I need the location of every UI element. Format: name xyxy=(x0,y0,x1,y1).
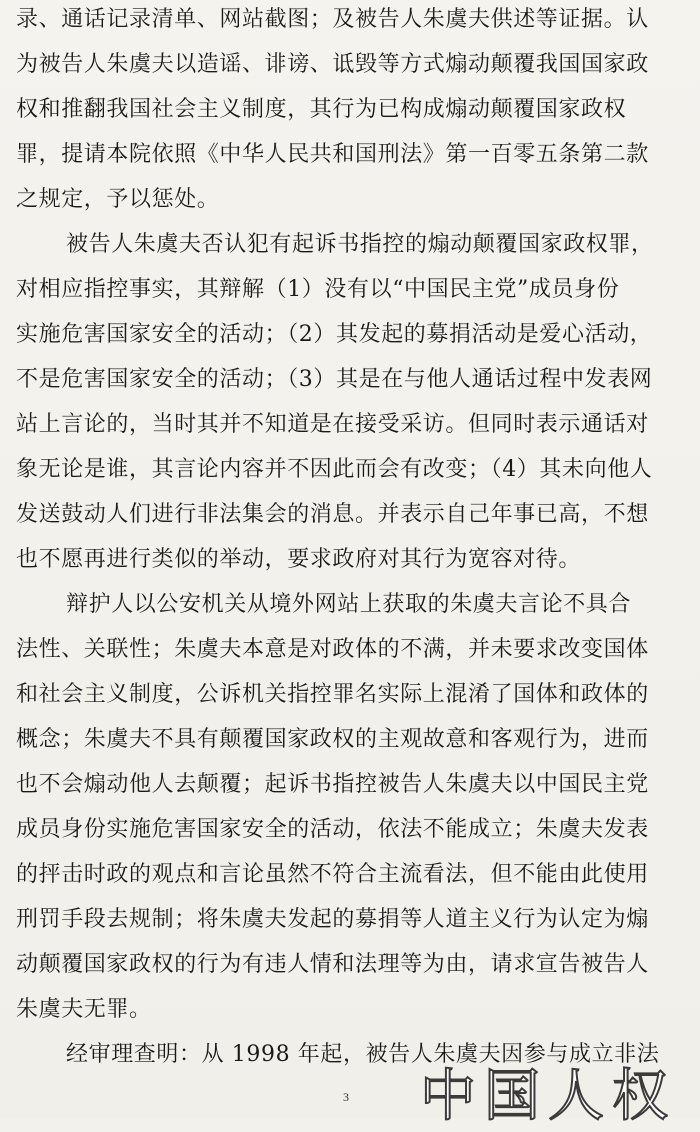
text-line: 成员身份实施危害国家安全的活动，依法不能成立；朱虞夫发表 xyxy=(16,817,649,842)
watermark-logo: 中国人权 xyxy=(420,1064,676,1129)
text-line: 动颠覆国家政权的行为有违人情和法理等为由，请求宣告被告人 xyxy=(16,952,649,977)
text-line: 朱虞夫无罪。 xyxy=(16,997,152,1022)
text-line: 对相应指控事实，其辩解（1）没有以“中国民主党”成员身份 xyxy=(16,277,620,302)
text-line: 发送鼓动人们进行非法集会的消息。并表示自己年事已高，不想 xyxy=(16,502,649,527)
page-number: 3 xyxy=(343,1090,349,1104)
text-line: 为被告人朱虞夫以造谣、诽谤、诋毁等方式煽动颠覆我国国家政 xyxy=(16,52,649,77)
text-line: 罪，提请本院依照《中华人民共和国刑法》第一百零五条第二款 xyxy=(16,142,649,167)
text-line: 和社会主义制度，公诉机关指控罪名实际上混淆了国体和政体的 xyxy=(16,682,649,707)
text-line: 经审理查明：从 1998 年起，被告人朱虞夫因参与成立非法 xyxy=(66,1042,660,1067)
text-line: 概念；朱虞夫不具有颠覆国家政权的主观故意和客观行为，进而 xyxy=(16,727,649,752)
text-line: 也不会煽动他人去颠覆；起诉书指控被告人朱虞夫以中国民主党 xyxy=(16,772,649,797)
text-line: 法性、关联性；朱虞夫本意是对政体的不满，并未要求改变国体 xyxy=(16,637,649,662)
text-line: 刑罚手段去规制；将朱虞夫发起的募捐等人道主义行为认定为煽 xyxy=(16,907,649,932)
text-line: 象无论是谁，其言论内容并不因此而会有改变；（4）其未向他人 xyxy=(16,457,653,482)
text-line: 不是危害国家安全的活动；（3）其是在与他人通话过程中发表网 xyxy=(16,367,653,392)
text-line: 之规定，予以惩处。 xyxy=(16,187,220,212)
text-line: 辩护人以公安机关从境外网站上获取的朱虞夫言论不具合 xyxy=(66,592,632,617)
text-line: 也不愿再进行类似的举动，要求政府对其行为宽容对待。 xyxy=(16,547,582,572)
text-line: 被告人朱虞夫否认犯有起诉书指控的煽动颠覆国家政权罪， xyxy=(66,232,654,257)
text-line: 录、通话记录清单、网站截图；及被告人朱虞夫供述等证据。认 xyxy=(16,7,649,32)
text-line: 权和推翻我国社会主义制度，其行为已构成煽动颠覆国家政权 xyxy=(16,97,627,122)
text-line: 实施危害国家安全的活动；（2）其发起的募捐活动是爱心活动， xyxy=(16,322,653,347)
text-line: 站上言论的，当时其并不知道是在接受采访。但同时表示通话对 xyxy=(16,412,649,437)
text-line: 的抨击时政的观点和言论虽然不符合主流看法，但不能由此使用 xyxy=(16,862,649,887)
